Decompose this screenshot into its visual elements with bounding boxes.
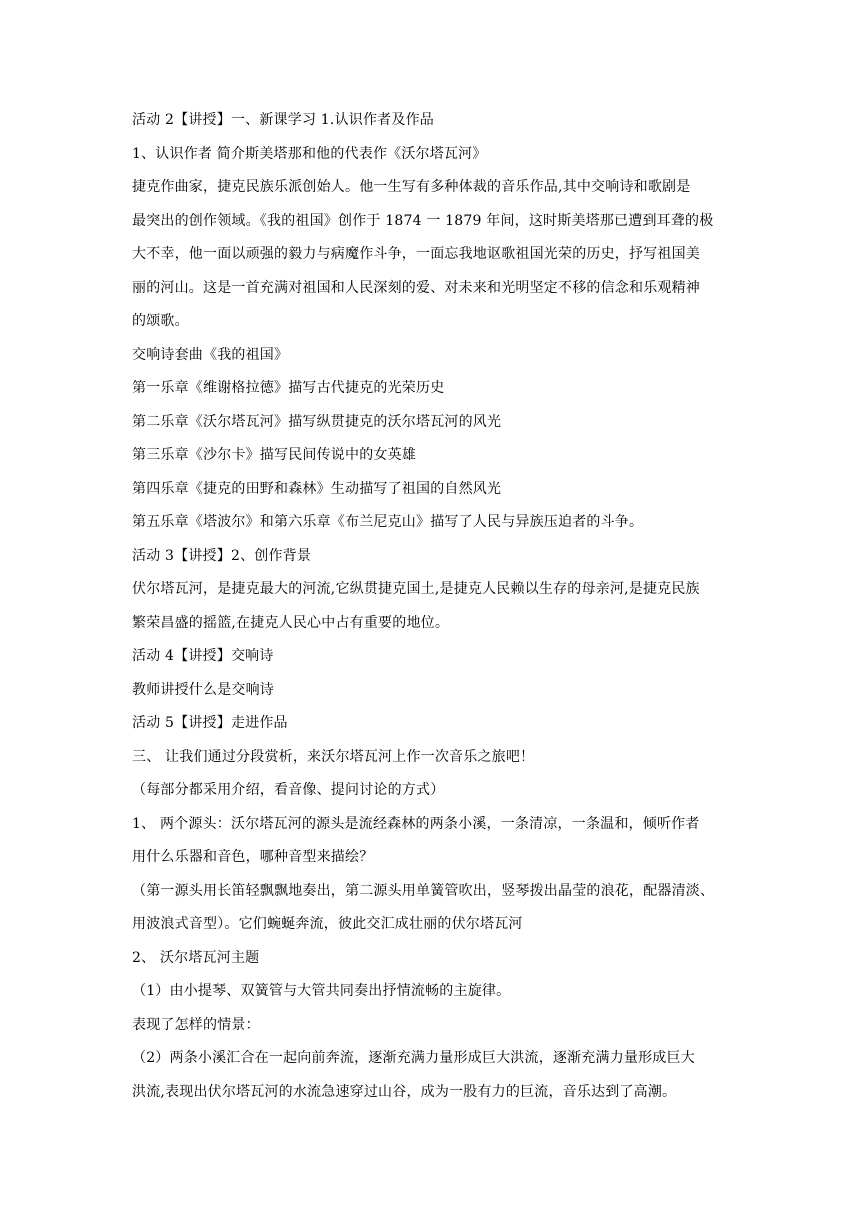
paragraph-line: 的颂歌。 — [132, 313, 189, 329]
paragraph-line: 1、 两个源头：沃尔塔瓦河的源头是流经森林的两条小溪，一条清凉，一条温和，倾听作者 — [132, 815, 700, 832]
paragraph-line: （1）由小提琴、双簧管与大管共同奏出抒情流畅的主旋律。 — [132, 983, 511, 999]
paragraph-line: 表现了怎样的情景： — [132, 1016, 260, 1033]
paragraph-line: 最突出的创作领域。《我的祖国》创作于 1874 一 1879 年间，这时斯美塔那已遭到耳聋的极 — [132, 212, 714, 229]
paragraph-line: 洪流,表现出伏尔塔瓦河的水流急速穿过山谷，成为一股有力的巨流，音乐达到了高潮。 — [132, 1083, 677, 1100]
activity-5-heading: 活动 5【讲授】走进作品 — [132, 715, 288, 731]
activity-3-heading: 活动 3【讲授】2、创作背景 — [132, 547, 312, 564]
paragraph-line: 用波浪式音型）。它们蜿蜒奔流，彼此交汇成壮丽的伏尔塔瓦河 — [132, 916, 523, 932]
paragraph-line: 丽的河山。这是一首充满对祖国和人民深刻的爱、对未来和光明坚定不移的信念和乐观精神 — [132, 279, 700, 296]
paragraph-line: 用什么乐器和音色，哪种音型来描绘？ — [132, 849, 374, 865]
paragraph-line: （第一源头用长笛轻飘飘地奏出，第二源头用单簧管吹出，竖琴拨出晶莹的浪花，配器清淡、 — [132, 882, 715, 899]
paragraph-line: 大不幸，他一面以顽强的毅力与病魔作斗争，一面忘我地讴歌祖国光荣的历史，抒写祖国美 — [132, 246, 700, 262]
document-body — [132, 104, 742, 1109]
suite-title: 交响诗套曲《我的祖国》 — [132, 346, 289, 363]
movement-5-6: 第五乐章《塔波尔》和第六乐章《布兰尼克山》描写了人民与异族压迫者的斗争。 — [132, 514, 644, 530]
paragraph-line: 繁荣昌盛的摇篮,在捷克人民心中占有重要的地位。 — [132, 614, 450, 631]
activity-4-heading: 活动 4【讲授】交响诗 — [132, 648, 274, 664]
movement-1: 第一乐章《维谢格拉德》描写古代捷克的光荣历史 — [132, 380, 445, 396]
movement-4: 第四乐章《捷克的田野和森林》生动描写了祖国的自然风光 — [132, 480, 502, 497]
author-intro-heading: 1、认识作者 简介斯美塔那和他的代表作《沃尔塔瓦河》 — [132, 145, 487, 162]
activity-2-heading: 活动 2【讲授】一、新课学习 1.认识作者及作品 — [132, 112, 434, 128]
movement-3: 第三乐章《沙尔卡》描写民间传说中的女英雄 — [132, 447, 416, 463]
paragraph-line: 捷克作曲家，捷克民族乐派创始人。他一生写有多种体裁的音乐作品,其中交响诗和歌剧是 — [132, 179, 691, 195]
paragraph-line: 伏尔塔瓦河，是捷克最大的河流,它纵贯捷克国土,是捷克人民赖以生存的母亲河,是捷克民族 — [132, 581, 700, 597]
theme-heading: 2、 沃尔塔瓦河主题 — [132, 949, 260, 966]
movement-2: 第二乐章《沃尔塔瓦河》描写纵贯捷克的沃尔塔瓦河的风光 — [132, 413, 502, 430]
paragraph-line: （2）两条小溪汇合在一起向前奔流，逐渐充满力量形成巨大洪流，逐渐充满力量形成巨大 — [132, 1050, 695, 1066]
section-three-heading: 三、 让我们通过分段赏析，来沃尔塔瓦河上作一次音乐之旅吧！ — [132, 748, 535, 765]
paragraph-line: （每部分都采用介绍，看音像、提问讨论的方式） — [132, 782, 445, 798]
paragraph-line: 教师讲授什么是交响诗 — [132, 681, 274, 698]
